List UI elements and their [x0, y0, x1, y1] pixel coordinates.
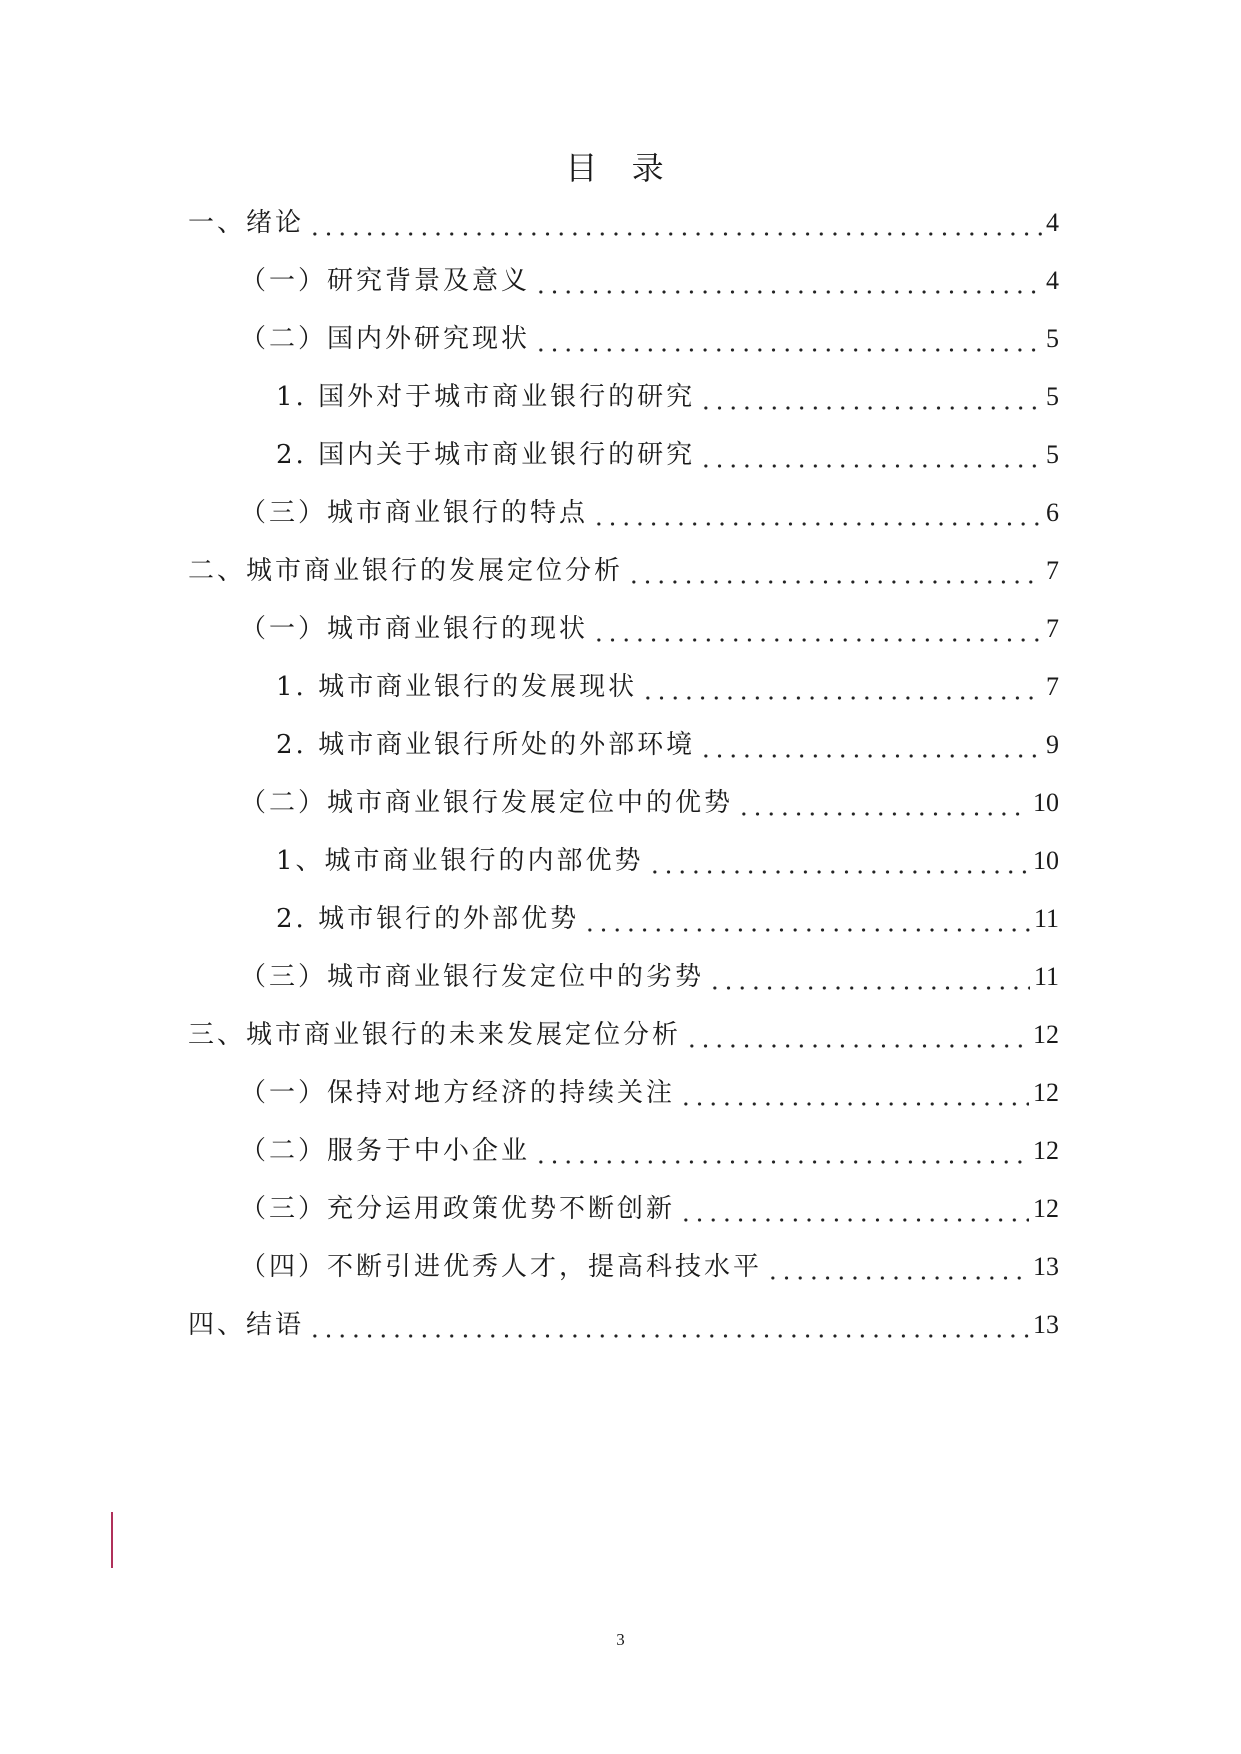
toc-entry-title: （三）城市商业银行发定位中的劣势 [240, 962, 705, 992]
toc-entry-title: （一）保持对地方经济的持续关注 [240, 1078, 676, 1108]
toc-entry-page: 12 [1033, 1020, 1059, 1049]
dot-leader [685, 1018, 1029, 1052]
toc-entry-title: 1. 国外对于城市商业银行的研究 [276, 382, 696, 412]
toc-entry-page: 13 [1033, 1310, 1059, 1339]
dot-leader [699, 380, 1042, 414]
toc-entry[interactable] [276, 896, 1059, 936]
toc-entry-page: 12 [1033, 1194, 1059, 1223]
dot-leader [737, 786, 1029, 820]
toc-entry-page: 7 [1046, 556, 1059, 585]
dot-leader [583, 902, 1030, 936]
toc-entry-page: 9 [1046, 730, 1059, 759]
dot-leader [679, 1192, 1029, 1226]
toc-entry[interactable] [276, 722, 1059, 762]
dot-leader [534, 322, 1042, 356]
toc-entry-title: （一）研究背景及意义 [240, 266, 531, 296]
toc-entry-title: 2. 城市银行的外部优势 [276, 904, 580, 934]
toc-entry-page: 11 [1033, 962, 1059, 991]
toc-entry[interactable] [240, 1244, 1059, 1284]
toc-entry-title: 二、城市商业银行的发展定位分析 [188, 556, 624, 586]
toc-entry-title: （三）充分运用政策优势不断创新 [240, 1194, 676, 1224]
toc-entry-page: 10 [1033, 788, 1059, 817]
toc-entry[interactable] [188, 548, 1059, 588]
toc-entry[interactable] [188, 1012, 1059, 1052]
toc-entry-page: 12 [1033, 1078, 1059, 1107]
margin-mark [111, 1512, 113, 1568]
toc-entry-title: 2. 城市商业银行所处的外部环境 [276, 730, 696, 760]
toc-entry[interactable] [276, 664, 1059, 704]
toc-entry[interactable] [240, 316, 1059, 356]
dot-leader [699, 728, 1042, 762]
page-title: 目 录 [565, 149, 676, 187]
toc-entry-title: （二）城市商业银行发展定位中的优势 [240, 788, 734, 818]
toc-entry-page: 7 [1046, 614, 1059, 643]
toc-entry[interactable] [240, 1070, 1059, 1110]
toc-entry-title: 2. 国内关于城市商业银行的研究 [276, 440, 696, 470]
toc-entry[interactable] [240, 606, 1059, 646]
dot-leader [766, 1250, 1029, 1284]
toc-entry[interactable] [240, 490, 1059, 530]
dot-leader [679, 1076, 1029, 1110]
toc-entry-page: 6 [1046, 498, 1059, 527]
toc-entry-page: 5 [1046, 382, 1059, 411]
toc-entry[interactable] [240, 1128, 1059, 1168]
toc-entry-page: 5 [1046, 324, 1059, 353]
toc-entry-page: 13 [1033, 1252, 1059, 1281]
toc-entry[interactable] [240, 258, 1059, 298]
toc-entry-title: 1、城市商业银行的内部优势 [276, 846, 644, 876]
dot-leader [699, 438, 1042, 472]
toc-entry[interactable] [276, 838, 1059, 878]
toc-entry-title: 一、绪论 [188, 208, 305, 238]
toc-entry-title: 三、城市商业银行的未来发展定位分析 [188, 1020, 682, 1050]
toc-entry-title: （四）不断引进优秀人才，提高科技水平 [240, 1252, 763, 1282]
dot-leader [534, 1134, 1029, 1168]
toc-entry[interactable] [188, 1302, 1059, 1342]
dot-leader [648, 844, 1029, 878]
dot-leader [592, 496, 1042, 530]
toc-entry-title: （二）国内外研究现状 [240, 324, 531, 354]
toc-entry-page: 12 [1033, 1136, 1059, 1165]
dot-leader [308, 1308, 1029, 1342]
toc-entry[interactable] [276, 374, 1059, 414]
toc-entry-page: 7 [1046, 672, 1059, 701]
dot-leader [708, 960, 1030, 994]
dot-leader [308, 206, 1042, 240]
toc-entry-page: 4 [1046, 266, 1059, 295]
dot-leader [641, 670, 1042, 704]
toc-entry[interactable] [188, 200, 1059, 240]
toc-entry-page: 5 [1046, 440, 1059, 469]
toc-entry-title: （一）城市商业银行的现状 [240, 614, 589, 644]
toc-entry[interactable] [240, 780, 1059, 820]
toc-entry[interactable] [240, 1186, 1059, 1226]
toc-entry-title: 1. 城市商业银行的发展现状 [276, 672, 638, 702]
dot-leader [534, 264, 1042, 298]
toc-entry-title: （三）城市商业银行的特点 [240, 498, 589, 528]
toc-entry-page: 10 [1033, 846, 1059, 875]
page-number: 3 [616, 1630, 625, 1649]
toc-entry-page: 11 [1033, 904, 1059, 933]
toc-entry-page: 4 [1046, 208, 1059, 237]
toc-entry[interactable] [276, 432, 1059, 472]
toc-entry-title: 四、结语 [188, 1310, 305, 1340]
dot-leader [627, 554, 1042, 588]
toc-entry-title: （二）服务于中小企业 [240, 1136, 531, 1166]
toc-entry[interactable] [240, 954, 1059, 994]
dot-leader [592, 612, 1042, 646]
